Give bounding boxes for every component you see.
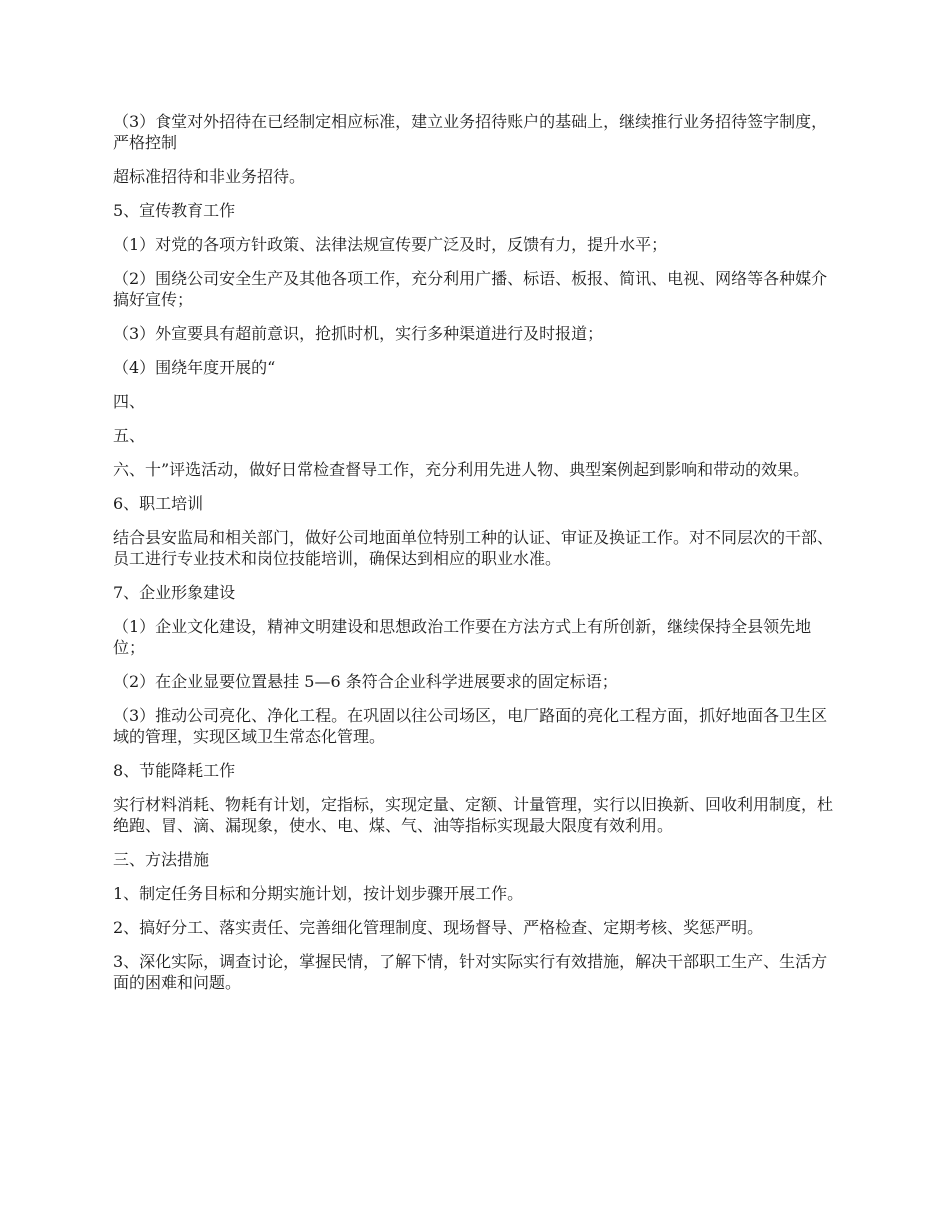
heading-energy-saving: 8、节能降耗工作 <box>113 761 236 780</box>
paragraph-five: 五、 <box>113 426 146 445</box>
paragraph-publicity-2: （2）围绕公司安全生产及其他各项工作，充分利用广播、标语、板报、简讯、电视、网络等各种媒介搞好宣传； <box>113 269 828 309</box>
paragraph-six-ten-activity: 六、十”评选活动，做好日常检查督导工作，充分利用先进人物、典型案例起到影响和带动的效果。 <box>113 460 810 479</box>
heading-staff-training: 6、职工培训 <box>113 494 204 513</box>
paragraph-corporate-image-2: （2）在企业显要位置悬挂 5—6 条符合企业科学进展要求的固定标语； <box>113 672 618 691</box>
paragraph-corporate-image-1: （1）企业文化建设，精神文明建设和思想政治工作要在方法方式上有所创新，继续保持全县领先地位； <box>113 617 812 657</box>
paragraph-canteen-reception-cont: 超标准招待和非业务招待。 <box>113 167 306 186</box>
paragraph-energy-saving: 实行材料消耗、物耗有计划，定指标，实现定量、定额、计量管理，实行以旧换新、回收利用制度，杜绝跑、冒、滴、漏现象，使水、电、煤、气、油等指标实现最大限度有效利用。 <box>113 795 834 835</box>
paragraph-canteen-reception: （3）食堂对外招待在已经制定相应标准，建立业务招待账户的基础上，继续推行业务招待签字制度，严格控制 <box>113 112 828 152</box>
heading-publicity-education: 5、宣传教育工作 <box>113 201 236 220</box>
heading-methods-measures: 三、方法措施 <box>113 850 210 869</box>
paragraph-publicity-4: （4）围绕年度开展的“ <box>113 358 276 377</box>
paragraph-four: 四、 <box>113 392 146 411</box>
paragraph-staff-training: 结合县安监局和相关部门，做好公司地面单位特别工种的认证、审证及换证工作。对不同层次的干部、员工进行专业技术和岗位技能培训，确保达到相应的职业水准。 <box>113 528 834 568</box>
paragraph-publicity-3: （3）外宣要具有超前意识，抢抓时机，实行多种渠道进行及时报道； <box>113 324 604 343</box>
paragraph-measure-3: 3、深化实际，调查讨论，掌握民情，了解下情，针对实际实行有效措施，解决干部职工生产、生活方面的困难和问题。 <box>113 952 828 992</box>
paragraph-measure-2: 2、搞好分工、落实责任、完善细化管理制度、现场督导、严格检查、定期考核、奖惩严明。 <box>113 918 764 937</box>
heading-corporate-image: 7、企业形象建设 <box>113 583 236 602</box>
paragraph-corporate-image-3: （3）推动公司亮化、净化工程。在巩固以往公司场区，电厂路面的亮化工程方面，抓好地面各卫生区域的管理，实现区域卫生常态化管理。 <box>113 706 828 746</box>
paragraph-measure-1: 1、制定任务目标和分期实施计划，按计划步骤开展工作。 <box>113 884 524 903</box>
paragraph-publicity-1: （1）对党的各项方针政策、法律法规宣传要广泛及时，反馈有力，提升水平； <box>113 235 668 254</box>
document-body <box>113 111 838 1006</box>
